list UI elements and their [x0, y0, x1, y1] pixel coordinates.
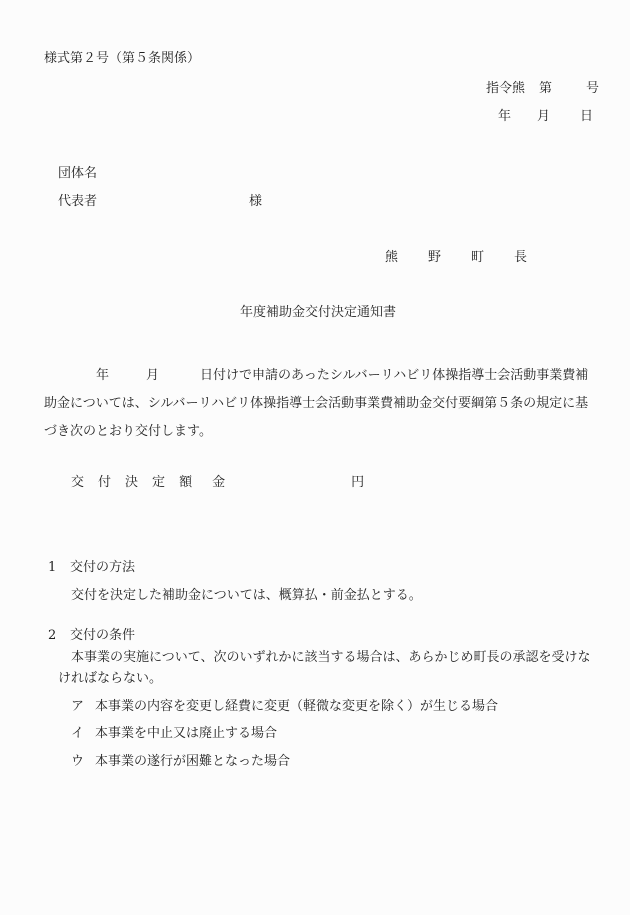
- form-number: 様式第２号（第５条関係）: [44, 51, 201, 66]
- item-text: 本事業の遂行が困難となった場合: [95, 754, 291, 769]
- amount-kin: 金: [212, 475, 226, 490]
- body-month-label: 月: [146, 368, 160, 383]
- sender-char: 熊: [385, 250, 399, 265]
- body-line-1-text: 日付けで申請のあったシルバーリハビリ体操指導士会活動事業費補: [200, 368, 589, 383]
- section-number: 2: [48, 628, 57, 643]
- section-title: 交付の方法: [70, 560, 136, 575]
- reference-dai: 第: [539, 81, 553, 96]
- sender-char: 町: [471, 250, 485, 265]
- sender-char: 野: [428, 250, 442, 265]
- body-line-2: 助金については、シルバーリハビリ体操指導士会活動事業費補助金交付要綱第５条の規定に基: [44, 396, 589, 411]
- section-2-text-line-2: ければならない。: [58, 671, 163, 686]
- date-month-label: 月: [537, 109, 551, 124]
- issue-date: [498, 110, 593, 123]
- grant-amount-line: [71, 476, 364, 489]
- sender-char: 長: [514, 250, 528, 265]
- date-day-label: 日: [580, 109, 594, 124]
- body-line-3: づき次のとおり交付します。: [44, 424, 212, 439]
- body-year-label: 年: [96, 368, 110, 383]
- item-text: 本事業の内容を変更し経費に変更（軽微な変更を除く）が生じる場合: [95, 699, 499, 714]
- reference-prefix: 指令熊: [486, 81, 526, 96]
- honorific-sama: 様: [249, 194, 263, 209]
- amount-yen: 円: [351, 475, 365, 490]
- condition-item: [71, 700, 498, 713]
- body-paragraph: [44, 362, 592, 446]
- item-marker: ウ: [71, 754, 85, 769]
- sender-mayor: [385, 251, 527, 264]
- section-number: 1: [48, 560, 57, 575]
- amount-label-char: 額: [179, 475, 193, 490]
- condition-item: [71, 727, 277, 740]
- amount-label-char: 付: [98, 475, 112, 490]
- amount-label-char: 交: [71, 475, 85, 490]
- item-text: 本事業を中止又は廃止する場合: [95, 726, 278, 741]
- amount-label-char: 定: [152, 475, 166, 490]
- amount-label-char: 決: [125, 475, 139, 490]
- item-marker: イ: [71, 726, 85, 741]
- section-2-heading: [48, 629, 135, 642]
- section-2-text-line-1: 本事業の実施について、次のいずれかに該当する場合は、あらかじめ町長の承認を受けな: [71, 650, 591, 665]
- section-title: 交付の条件: [70, 628, 136, 643]
- reference-go: 号: [586, 81, 600, 96]
- item-marker: ア: [71, 699, 85, 714]
- condition-item: [71, 755, 290, 768]
- date-year-label: 年: [498, 109, 512, 124]
- section-1-heading: [48, 561, 135, 574]
- document-title: 年度補助金交付決定通知書: [240, 305, 397, 320]
- organization-name-label: 団体名: [58, 166, 98, 181]
- reference-number: [486, 82, 599, 95]
- body-line-1: [44, 362, 592, 390]
- representative-label: 代表者: [58, 194, 98, 209]
- section-1-text: 交付を決定した補助金については、概算払・前金払とする。: [71, 588, 422, 603]
